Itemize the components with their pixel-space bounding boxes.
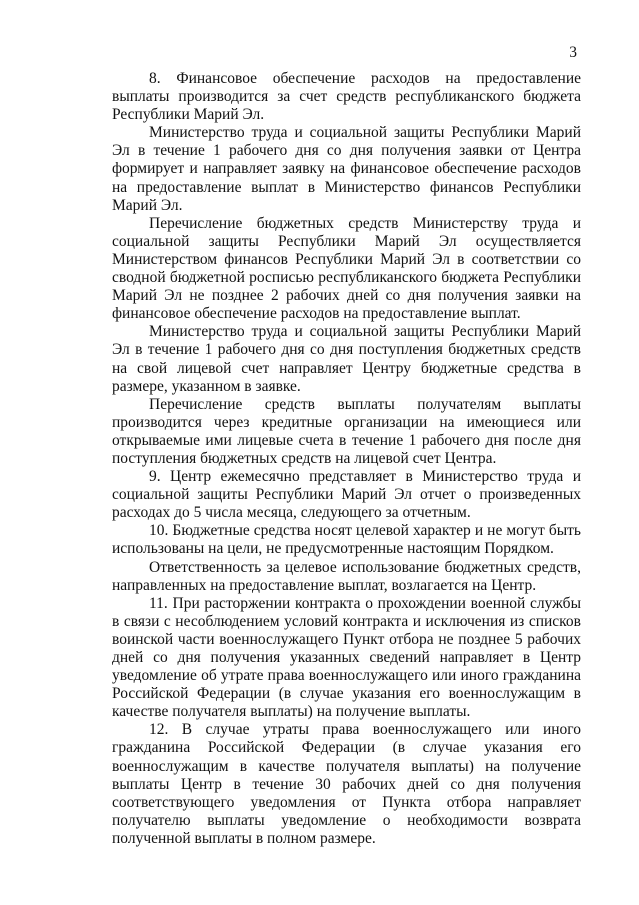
paragraph-10-purpose: 10. Бюджетные средства носят целевой характер и не могут быть использованы на цели, не предусмотренные настоящим Порядком. bbox=[112, 522, 581, 558]
page-number: 3 bbox=[569, 44, 577, 61]
paragraph-payment-transfer: Перечисление средств выплаты получателям выплаты производится через кредитные организации на имеющиеся или открываемые ими лицевые счета в течение 1 рабочего дня после дня поступления бюджетных средств на лицевой счет Центра. bbox=[112, 395, 581, 467]
paragraph-12-refund: 12. В случае утраты права военнослужащего или иного гражданина Российской Федерации (в случае указания его военнослужащим в качестве получателя выплаты) на получение выплаты Центр в течение 30 рабочих дней со дня получения соответствующего уведомления от Пункта отбора направляет получателю выплаты уведомление о необходимости возврата полученной выплаты в полном размере. bbox=[112, 721, 581, 847]
paragraph-9-report: 9. Центр ежемесячно представляет в Министерство труда и социальной защиты Республики Марий Эл отчет о произведенных расходах до 5 числа месяца, следующего за отчетным. bbox=[112, 468, 581, 522]
paragraph-budget-transfer: Перечисление бюджетных средств Министерству труда и социальной защиты Республики Марий Эл осуществляется Министерством финансов Республики Марий Эл в соответствии со сводной бюджетной росписью республиканского бюджета Республики Марий Эл не позднее 2 рабочих дней со дня получения заявки на финансовое обеспечение расходов на предоставление выплат. bbox=[112, 214, 581, 323]
paragraph-ministry-to-center: Министерство труда и социальной защиты Республики Марий Эл в течение 1 рабочего дня со дня поступления бюджетных средств на свой лицевой счет направляет Центру бюджетные средства в размере, указанном в заявке. bbox=[112, 323, 581, 395]
document-body bbox=[112, 70, 581, 848]
paragraph-responsibility: Ответственность за целевое использование бюджетных средств, направленных на предоставление выплат, возлагается на Центр. bbox=[112, 558, 581, 594]
paragraph-11-termination: 11. При расторжении контракта о прохождении военной службы в связи с несоблюдением условий контракта и исключения из списков воинской части военнослужащего Пункт отбора не позднее 5 рабочих дней со дня получения указанных сведений направляет в Центр уведомление об утрате права военнослужащего или иного гражданина Российской Федерации (в случае указания его военнослужащим в качестве получателя выплаты) на получение выплаты. bbox=[112, 594, 581, 721]
paragraph-8-financing: 8. Финансовое обеспечение расходов на предоставление выплаты производится за счет средств республиканского бюджета Республики Марий Эл. bbox=[112, 70, 581, 124]
paragraph-ministry-request: Министерство труда и социальной защиты Республики Марий Эл в течение 1 рабочего дня со дня получения заявки от Центра формирует и направляет заявку на финансовое обеспечение расходов на предоставление выплат в Министерство финансов Республики Марий Эл. bbox=[112, 124, 581, 214]
